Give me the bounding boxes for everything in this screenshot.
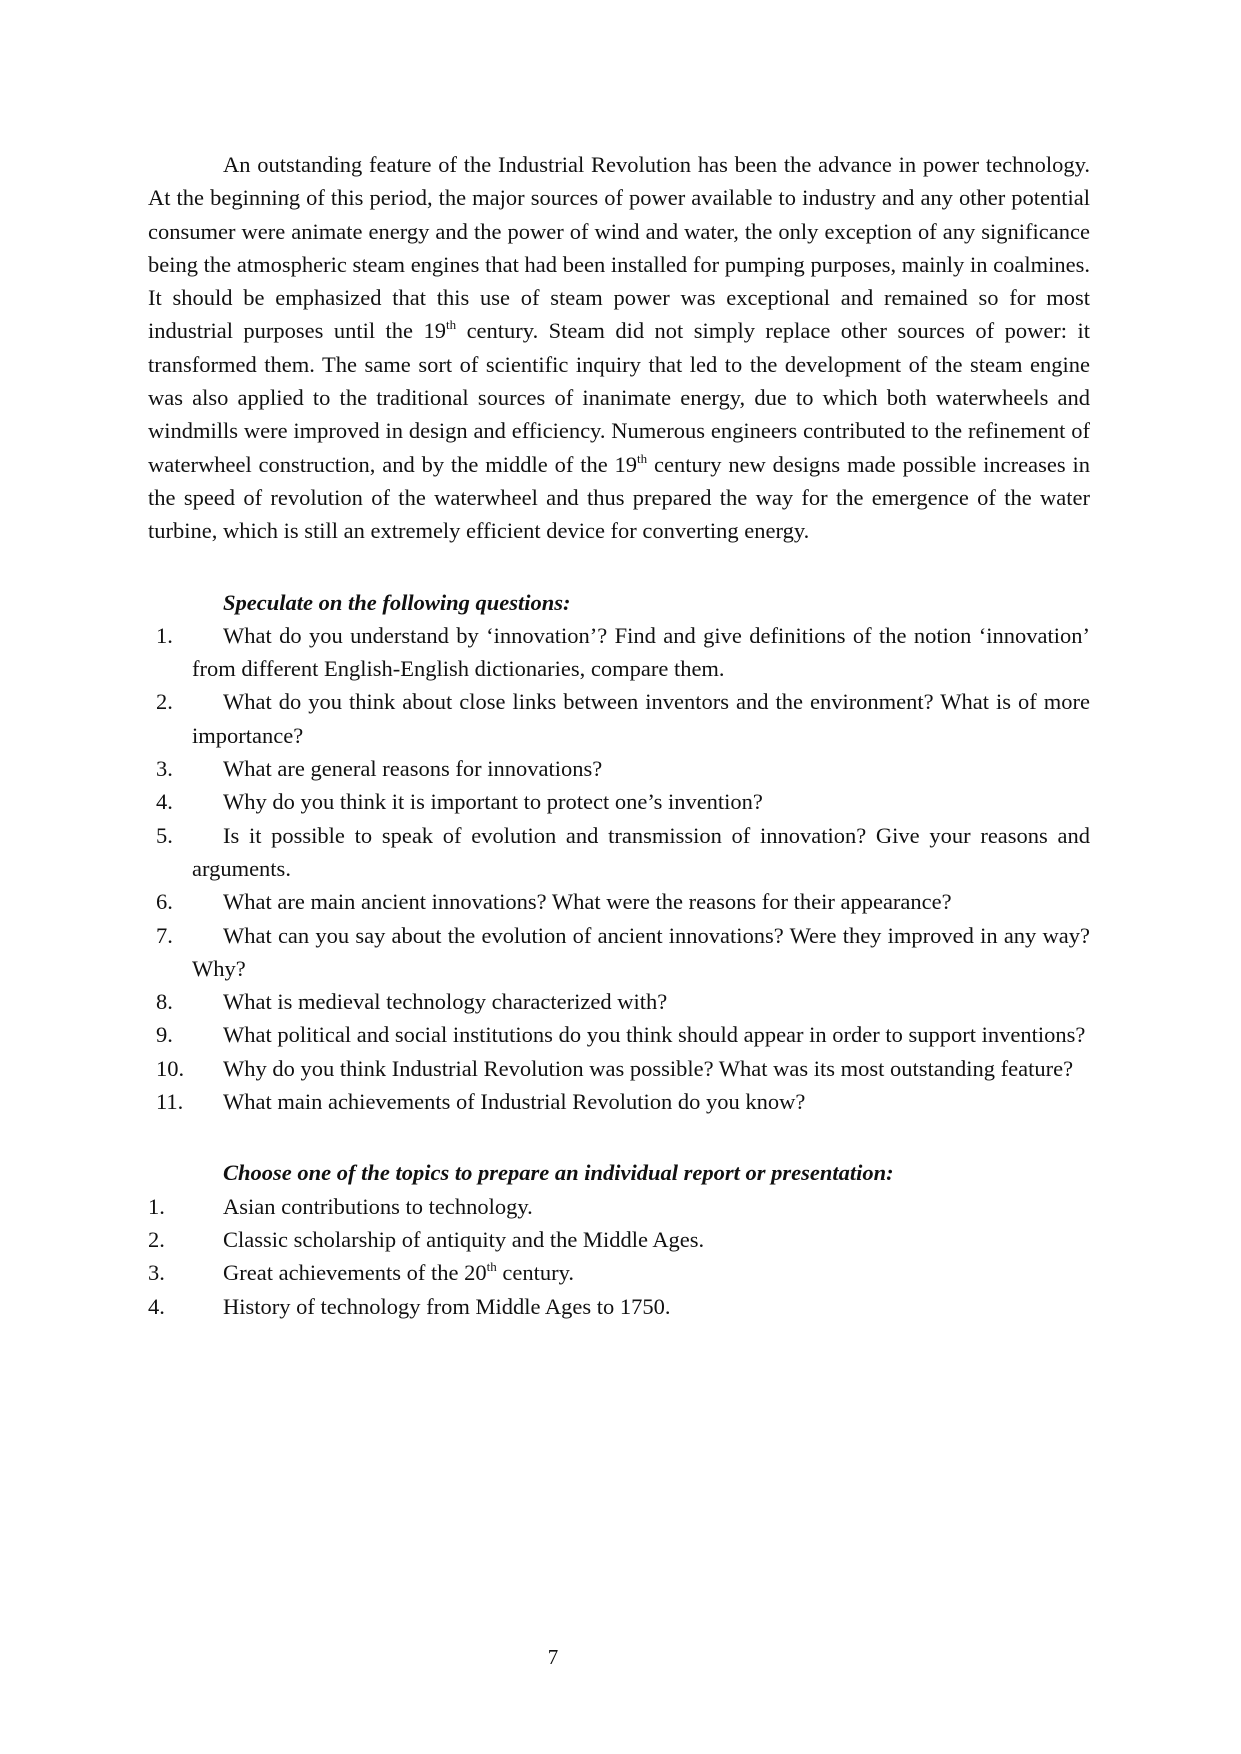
paragraph-text: century. Steam did not simply replace other sources of power: it transformed them. The same sort of scientific inquiry that led to the development of the steam engine was also applied to the traditional sources of inanimate energy, due to which both waterwheels and windmills were improved in design and efficiency. Numerous engineers contributed to the refinement of waterwheel construction, and by the middle of the: [148, 318, 1090, 477]
question-item: [148, 685, 1090, 752]
item-number: 7.: [156, 922, 173, 948]
ordinal-number: 19: [614, 451, 638, 477]
item-number: 1.: [148, 1193, 165, 1219]
item-text: What can you say about the evolution of ancient innovations? Were they improved in any way? Why?: [192, 922, 1090, 981]
ordinal-suffix: th: [446, 317, 457, 333]
item-number: 8.: [156, 989, 173, 1015]
paragraph-text: An outstanding feature of the Industrial Revolution has been the advance in power technology. At the beginning of this period, the major sources of power available to industry and any other potential consumer were animate energy and the power of wind and water, the only exception of any significance being the atmospheric steam engines that had been installed for pumping purposes, mainly in coalmines. It should be emphasized that this use of steam power was exceptional and remained so for most industrial purposes until the: [148, 152, 1090, 344]
item-text: Is it possible to speak of evolution and transmission of innovation? Give your reasons and arguments.: [192, 822, 1090, 881]
question-item: [148, 619, 1090, 686]
item-text: century.: [496, 1260, 575, 1286]
question-item: [148, 1018, 1090, 1051]
question-item: [148, 885, 1090, 918]
page-body: [148, 148, 1090, 1323]
question-item: [148, 919, 1090, 986]
body-paragraph: [148, 148, 1090, 548]
item-number: 11.: [156, 1089, 184, 1115]
item-text: What is medieval technology characterized with?: [223, 989, 668, 1015]
item-number: 9.: [156, 1022, 173, 1048]
item-number: 4.: [148, 1293, 165, 1319]
item-text: What main achievements of Industrial Revolution do you know?: [223, 1089, 806, 1115]
item-number: 3.: [148, 1260, 165, 1286]
item-text: History of technology from Middle Ages to 1750.: [223, 1293, 671, 1319]
topic-item: [148, 1223, 1090, 1256]
item-number: 4.: [156, 789, 173, 815]
item-text: Asian contributions to technology.: [223, 1193, 533, 1219]
item-number: 5.: [156, 822, 173, 848]
topics-heading: Choose one of the topics to prepare an individual report or presentation:: [223, 1160, 894, 1186]
item-text: Great achievements of the: [223, 1260, 465, 1286]
ordinal-suffix: th: [486, 1259, 497, 1275]
question-item: [148, 819, 1090, 886]
item-number: 3.: [156, 756, 173, 782]
item-text: What do you think about close links between inventors and the environment? What is of more importance?: [192, 689, 1090, 748]
page-number: 7: [547, 1645, 559, 1669]
questions-list: [148, 619, 1090, 1118]
ordinal-number: 19: [423, 318, 446, 344]
question-item: [148, 785, 1090, 818]
item-number: 10.: [156, 1055, 185, 1081]
topics-list: [148, 1190, 1090, 1323]
item-text: Why do you think Industrial Revolution was possible? What was its most outstanding feature?: [223, 1055, 1074, 1081]
item-text: What do you understand by ‘innovation’? Find and give definitions of the notion ‘innovation’ from different English-English dictionaries, compare them.: [192, 622, 1090, 682]
topic-item: [148, 1190, 1090, 1223]
paragraph-text: century new designs made possible increases in the speed of revolution of the waterwheel and thus prepared the way for the emergence of the water turbine, which is still an extremely efficient device for converting energy.: [148, 451, 1090, 544]
item-text: What are main ancient innovations? What were the reasons for their appearance?: [223, 889, 952, 915]
item-number: 2.: [156, 689, 173, 715]
item-number: 6.: [156, 889, 173, 915]
ordinal-number: 20: [464, 1260, 487, 1286]
question-item: [148, 1085, 1090, 1118]
questions-heading: Speculate on the following questions:: [223, 589, 571, 615]
question-item: [148, 1052, 1090, 1085]
ordinal-suffix: th: [637, 450, 648, 466]
topic-item: [148, 1290, 1090, 1323]
item-text: What political and social institutions do you think should appear in order to support inventions?: [223, 1022, 1086, 1048]
topic-item: [148, 1256, 1090, 1289]
item-number: 2.: [148, 1226, 165, 1252]
item-number: 1.: [156, 622, 173, 648]
item-text: What are general reasons for innovations?: [223, 756, 603, 782]
question-item: [148, 752, 1090, 785]
item-text: Classic scholarship of antiquity and the Middle Ages.: [223, 1226, 705, 1252]
question-item: [148, 985, 1090, 1018]
item-text: Why do you think it is important to protect one’s invention?: [223, 789, 763, 815]
